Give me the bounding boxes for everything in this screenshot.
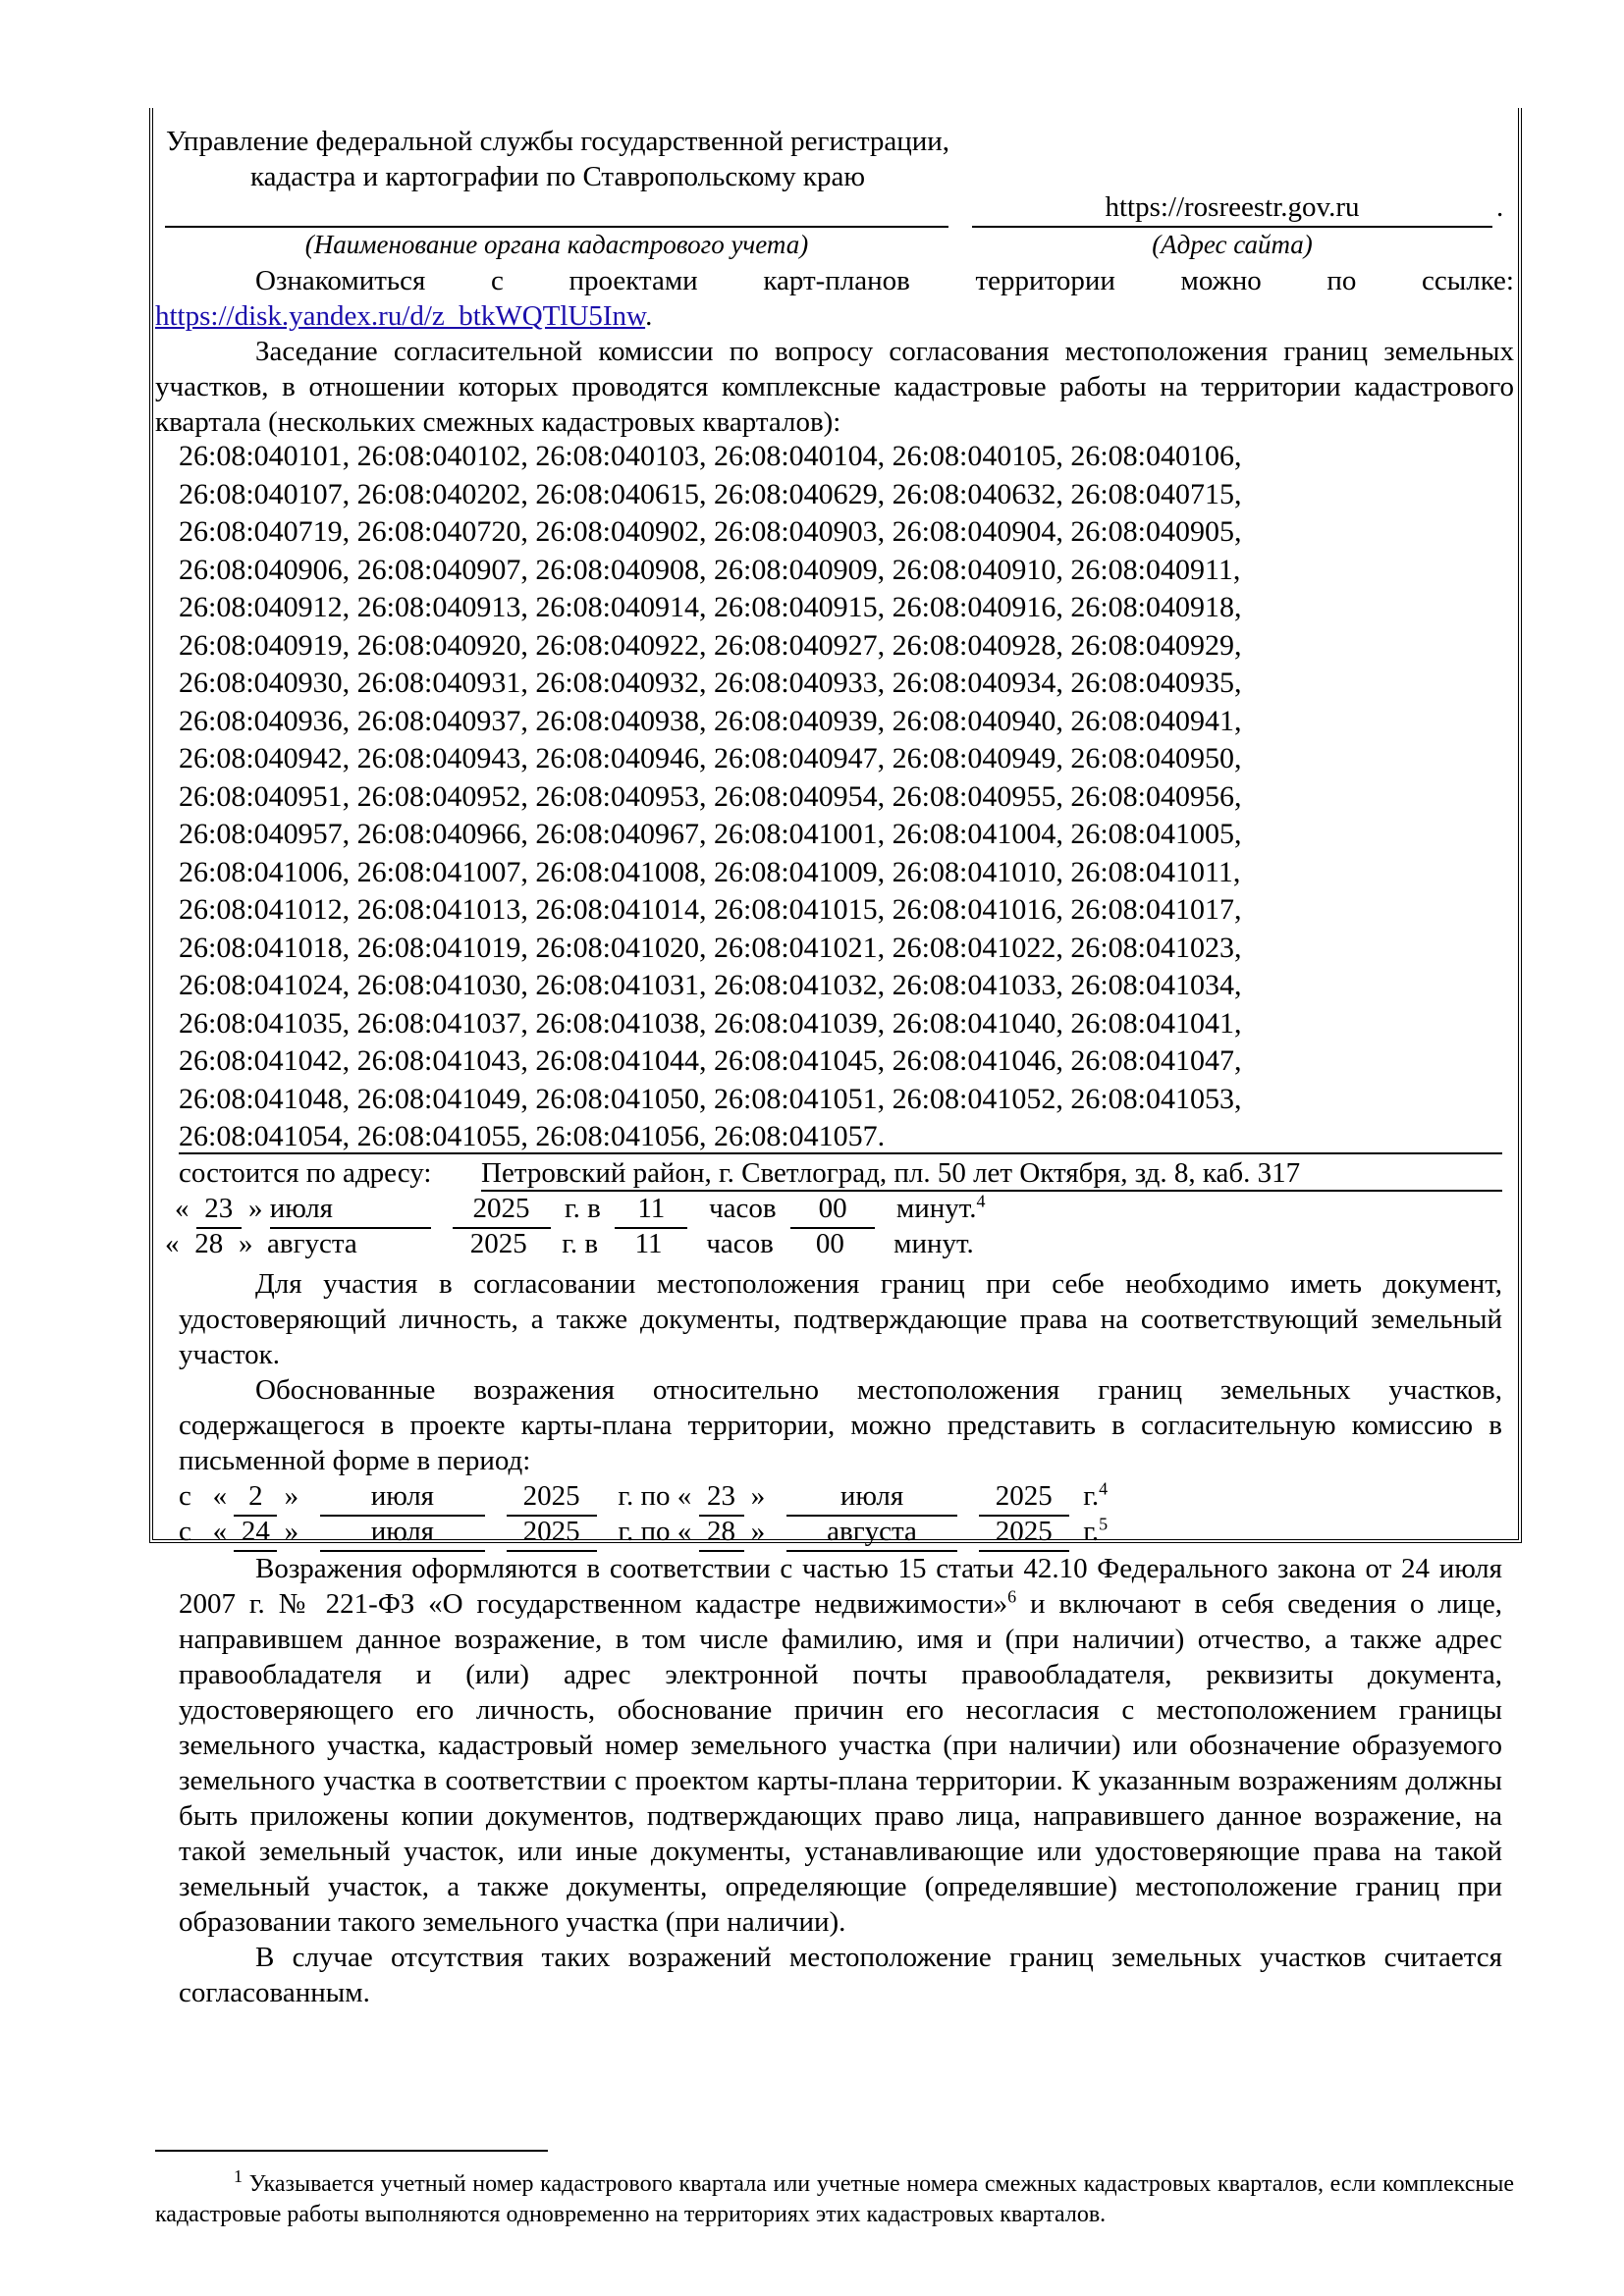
period-year-2: 2025	[979, 1514, 1069, 1552]
g-word: г.	[1083, 1480, 1100, 1512]
footnote-ref: 5	[1099, 1514, 1109, 1534]
quote-close: »	[284, 1480, 299, 1512]
date-hour: 11	[615, 1191, 687, 1229]
g-po: г. по	[618, 1480, 671, 1512]
minutes-word: минут.	[893, 1228, 974, 1259]
quote-close: »	[750, 1480, 766, 1512]
footnote-number: 1	[234, 2166, 243, 2186]
date-row-2	[165, 1226, 974, 1262]
cadastral-line: 26:08:041012, 26:08:041013, 26:08:041014, 26:08:041015, 26:08:041016, 26:08:041017,	[179, 893, 1242, 926]
cadastral-line: 26:08:041006, 26:08:041007, 26:08:041008, 26:08:041009, 26:08:041010, 26:08:041011,	[179, 855, 1241, 888]
cadastral-line: 26:08:040957, 26:08:040966, 26:08:040967, 26:08:041001, 26:08:041004, 26:08:041005,	[179, 818, 1242, 850]
meeting-text: Заседание согласительной комиссии по вопросу согласования местоположения границ земельных участков, в отношении которых проводятся комплексные кадастровые работы на территории кадастрового квартала (нескольких смежных кадастровых кварталов):	[155, 336, 1514, 438]
footnote	[155, 2166, 1514, 2230]
period-year-1: 2025	[507, 1514, 597, 1552]
participation-text: Для участия в согласовании местоположения границ при себе необходимо иметь документ, удостоверяющий личность, а также документы, подтверждающие права на соответствующий земельный участок.	[179, 1268, 1502, 1370]
site-period: .	[1496, 191, 1504, 223]
footnote-ref: 6	[1007, 1586, 1017, 1607]
address-label: состоится по адресу:	[179, 1157, 432, 1189]
cadastral-line: 26:08:040101, 26:08:040102, 26:08:040103, 26:08:040104, 26:08:040105, 26:08:040106,	[179, 440, 1242, 472]
link-tail: .	[645, 300, 653, 332]
quote-close: »	[239, 1228, 253, 1259]
address-value	[481, 1155, 1502, 1192]
minutes-word: минут.	[895, 1193, 977, 1224]
period-day-1: 24	[234, 1514, 277, 1552]
objections-text-part2: и включают в себя сведения о лице, направившем данное возражение, в том числе фамилию, имя и (при наличии) отчество, а также адрес правообладателя и (или) адрес электронной почты правообладателя, реквизиты документа, удостоверяющего его личность, обоснование причин его несогласия с местоположением границы земельного участка, кадастровый номер земельного участка (при наличии) или обозначение образуемого земельного участка в соответствии с проектом карты-плана территории. К указанным возражениям должны быть приложены копии документов, подтверждающих право лица, направившего данное возражение, на такой земельный участок, или иные документы, устанавливающие или удостоверяющие права на такой земельный участок, а также документы, определяющие (определявшие) местоположение границ при образовании такого земельного участка (при наличии).	[179, 1588, 1502, 1938]
cadastral-line: 26:08:041035, 26:08:041037, 26:08:041038, 26:08:041039, 26:08:041040, 26:08:041041,	[179, 1006, 1242, 1040]
cadastral-line: 26:08:040942, 26:08:040943, 26:08:040946, 26:08:040947, 26:08:040949, 26:08:040950,	[179, 742, 1242, 774]
address-value-text: Петровский район, г. Светлоград, пл. 50 лет Октября, зд. 8, каб. 317	[481, 1157, 1301, 1189]
period-month-1: июля	[320, 1514, 485, 1552]
quote-open: «	[677, 1480, 692, 1512]
quote-open: «	[212, 1516, 228, 1547]
g-v: г. в	[565, 1193, 601, 1224]
cadastral-line: 26:08:040912, 26:08:040913, 26:08:040914, 26:08:040915, 26:08:040916, 26:08:040918,	[179, 591, 1242, 623]
objections-intro: Обоснованные возражения относительно местоположения границ земельных участков, содержащегося в проекте карты-плана территории, можно представить в согласительную комиссию в письменной форме в период:	[179, 1374, 1502, 1476]
site-underline	[972, 226, 1492, 228]
period-month-2: июля	[786, 1478, 957, 1517]
cadastral-line: 26:08:041054, 26:08:041055, 26:08:041056, 26:08:041057.	[179, 1120, 886, 1152]
period-row-1	[179, 1478, 1108, 1517]
date-year: 2025	[469, 1228, 527, 1259]
hours-word: часов	[706, 1228, 774, 1259]
quote-close: »	[248, 1193, 263, 1224]
objections-text-part1: Возражения оформляются в соответствии с частью 15 статьи 42.10 Федерального закона от 24 июля 2007 г. № 221-ФЗ «О государственном кадастре недвижимости»	[179, 1553, 1502, 1620]
g-word: г.	[1083, 1516, 1100, 1547]
cadastral-line: 26:08:041024, 26:08:041030, 26:08:041031, 26:08:041032, 26:08:041033, 26:08:041034,	[179, 969, 1242, 1001]
period-year-1: 2025	[507, 1478, 597, 1517]
yandex-disk-link[interactable]: https://disk.yandex.ru/d/z_btkWQTlU5Inw	[155, 300, 646, 332]
cadastral-line: 26:08:040107, 26:08:040202, 26:08:040615, 26:08:040629, 26:08:040632, 26:08:040715,	[179, 477, 1242, 510]
cadastral-list	[179, 438, 1242, 1156]
objections-text	[179, 1551, 1502, 1940]
org-underline	[165, 226, 948, 228]
footnote-ref: 4	[976, 1191, 986, 1211]
date-month: июля	[270, 1191, 431, 1229]
date-row-1	[175, 1191, 986, 1229]
period-day-1: 2	[234, 1478, 277, 1517]
period-from: с	[179, 1516, 191, 1547]
date-minute: 00	[815, 1228, 844, 1259]
site-address: https://rosreestr.gov.ru	[1105, 191, 1360, 223]
period-day-2: 23	[699, 1478, 744, 1517]
period-month-1: июля	[320, 1478, 485, 1517]
quote-close: »	[750, 1516, 766, 1547]
quote-open: «	[677, 1516, 692, 1547]
date-minute: 00	[790, 1191, 875, 1229]
period-day-2: 28	[699, 1514, 744, 1552]
cadastral-underline	[179, 1152, 1502, 1154]
org-caption: (Наименование органа кадастрового учета)	[304, 230, 809, 259]
cadastral-line: 26:08:040930, 26:08:040931, 26:08:040932, 26:08:040933, 26:08:040934, 26:08:040935,	[179, 667, 1242, 699]
footnote-ref: 4	[1099, 1478, 1109, 1499]
period-month-2: августа	[786, 1514, 957, 1552]
quote-open: «	[212, 1480, 228, 1512]
footnote-divider	[155, 2150, 548, 2152]
footnote-text: Указывается учетный номер кадастрового квартала или учетные номера смежных кадастровых кварталов, если комплексные кадастровые работы выполняются одновременно на территориях этих кадастровых кварталов.	[155, 2171, 1514, 2227]
g-po: г. по	[618, 1516, 671, 1547]
date-hour: 11	[634, 1228, 663, 1259]
org-name: Управление федеральной службы государственной регистрации, кадастра и картографии по Ставропольскому краю	[165, 126, 950, 192]
g-v: г. в	[562, 1228, 599, 1259]
link-line	[155, 298, 652, 335]
cadastral-line: 26:08:041042, 26:08:041043, 26:08:041044, 26:08:041045, 26:08:041046, 26:08:041047,	[179, 1044, 1242, 1077]
closing-text: В случае отсутствия таких возражений местоположение границ земельных участков считается согласованным.	[179, 1942, 1502, 2008]
hours-word: часов	[709, 1193, 777, 1224]
date-year: 2025	[453, 1191, 551, 1229]
period-year-2: 2025	[979, 1478, 1069, 1517]
site-caption: (Адрес сайта)	[1152, 230, 1313, 259]
intro-text: Ознакомиться с проектами карт-планов территории можно по ссылке:	[255, 265, 1514, 296]
cadastral-line: 26:08:041048, 26:08:041049, 26:08:041050, 26:08:041051, 26:08:041052, 26:08:041053,	[179, 1082, 1242, 1115]
cadastral-line: 26:08:041018, 26:08:041019, 26:08:041020, 26:08:041021, 26:08:041022, 26:08:041023,	[179, 931, 1242, 964]
period-from: с	[179, 1480, 191, 1512]
cadastral-line: 26:08:040936, 26:08:040937, 26:08:040938, 26:08:040939, 26:08:040940, 26:08:040941,	[179, 704, 1242, 737]
period-row-2	[179, 1514, 1108, 1552]
cadastral-line: 26:08:040906, 26:08:040907, 26:08:040908, 26:08:040909, 26:08:040910, 26:08:040911,	[179, 553, 1241, 586]
date-day: 23	[196, 1191, 242, 1229]
cadastral-line: 26:08:040919, 26:08:040920, 26:08:040922, 26:08:040927, 26:08:040928, 26:08:040929,	[179, 628, 1242, 662]
quote-open: «	[165, 1228, 180, 1259]
date-month: августа	[267, 1228, 357, 1259]
quote-open: «	[175, 1193, 189, 1224]
date-day: 28	[194, 1228, 224, 1259]
quote-close: »	[284, 1516, 299, 1547]
cadastral-line: 26:08:040719, 26:08:040720, 26:08:040902, 26:08:040903, 26:08:040904, 26:08:040905,	[179, 515, 1242, 548]
cadastral-line: 26:08:040951, 26:08:040952, 26:08:040953, 26:08:040954, 26:08:040955, 26:08:040956,	[179, 779, 1242, 813]
